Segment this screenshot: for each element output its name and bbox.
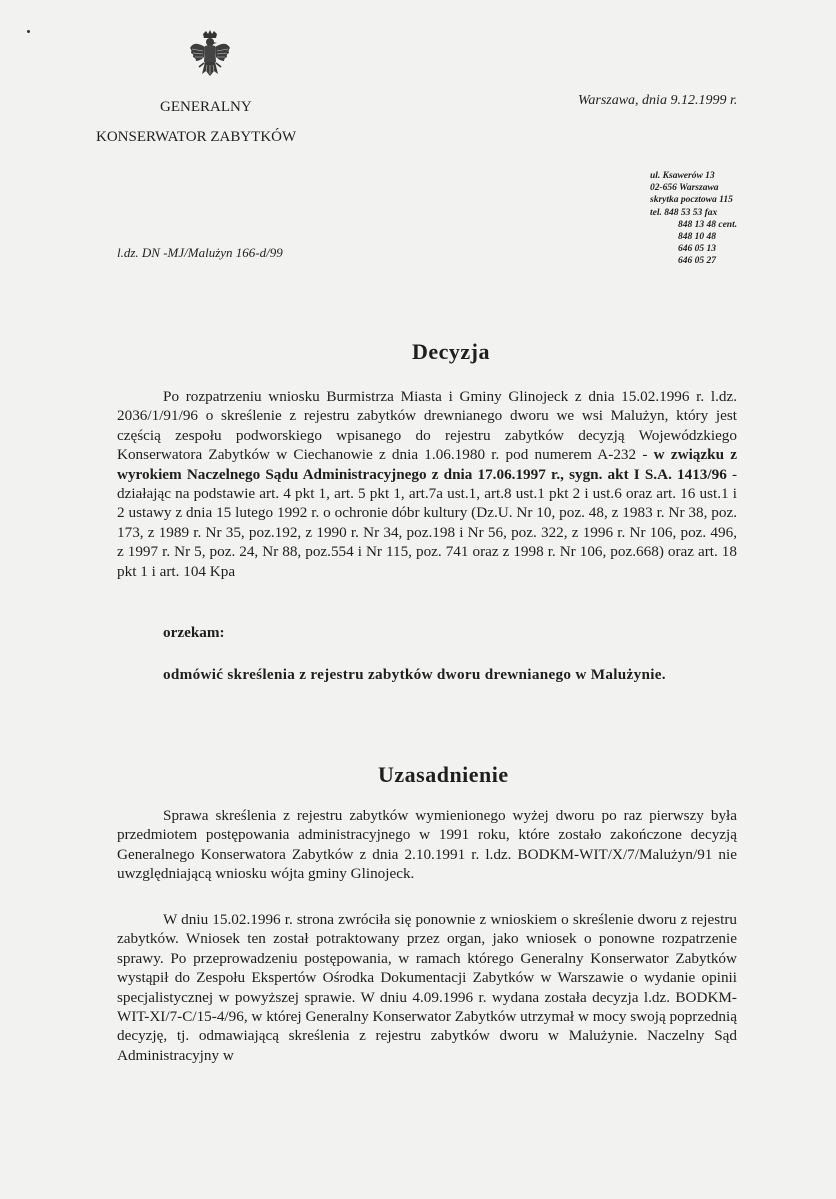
issuer-line2: KONSERWATOR ZABYTKÓW [96, 129, 297, 145]
justification-paragraph-2-text: W dniu 15.02.1996 r. strona zwróciła się ponownie z wnioskiem o skreślenie dworu z rejestru zabytków. Wniosek ten został potraktowany przez organ, jako wniosek o ponowne rozpatrzenie sprawy. Po przeprowadzeniu postępowania, w ramach którego Generalny Konserwator Zabytków wystąpił do Zespołu Ekspertów Ośrodka Dokumentacji Zabytków w Warszawie o wydanie opinii specjalistycznej w powyższej sprawie. W dniu 4.09.1996 r. wydana została decyzja l.dz. BODKM-WIT-XI/7-C/15-4/96, w której Generalny Konserwator Zabytków utrzymał w mocy swoją poprzednią decyzję, tj. odmawiającą skreślenia z rejestru zabytków dworu w Malużynie. Naczelny Sąd Administracyjny w [117, 911, 737, 1064]
decision-body-intro: Po rozpatrzeniu wniosku Burmistrza Miasta i Gminy Glinojeck z dnia 15.02.1996 r. l.dz. 2036/1/91/96 o skreślenie z rejestru zabytków drewnianego dworu we wsi Malużyn, który jest częścią zespołu podworskiego wpisanego do rejestru zabytków decyzją Wojewódzkiego Konserwatora Zabytków w Ciechanowie z dnia 1.06.1980 r. pod numerem A-232 - [117, 388, 737, 464]
contact-line: ul. Ksawerów 13 [650, 171, 715, 181]
justification-paragraph-1 [117, 806, 737, 884]
decision-body-bold: w związku z wyrokiem Naczelnego Sądu Administracyjnego z dnia 17.06.1997 r., sygn. akt I S.A. 1413/96 [117, 446, 737, 483]
decision-title: Decyzja [412, 339, 491, 364]
place-date: Warszawa, dnia 9.12.1999 r. [578, 93, 738, 108]
reference-number: l.dz. DN -MJ/Malużyn 166-d/99 [117, 245, 283, 260]
polish-eagle-emblem-icon [188, 30, 232, 80]
ruling-text: odmówić skreślenia z rejestru zabytków dworu drewnianego w Malużynie. [163, 666, 666, 683]
issuer-line1: GENERALNY [160, 99, 252, 115]
orzekam-label: orzekam: [163, 624, 225, 641]
justification-paragraph-2 [117, 910, 737, 1065]
contact-line: 848 10 48 [678, 232, 716, 243]
contact-line: 646 05 27 [678, 256, 716, 267]
decision-body-rest: - działając na podstawie art. 4 pkt 1, art. 5 pkt 1, art.7a ust.1, art.8 ust.1 pkt 2 i ust.6 oraz art. 16 ust.1 i 2 ustawy z dnia 15 lutego 1992 r. o ochronie dóbr kultury (Dz.U. Nr 10, poz. 48, z 1983 r. Nr 38, poz. 173, z 1989 r. Nr 35, poz.192, z 1990 r. Nr 34, poz.198 i Nr 56, poz. 322, z 1996 r. Nr 106, poz. 496, z 1997 r. Nr 5, poz. 24, Nr 88, poz.554 i Nr 115, poz. 741 oraz z 1998 r. Nr 106, poz.668) oraz art. 18 pkt 1 i art. 104 Kpa [117, 465, 737, 580]
contact-line: 848 13 48 cent. [678, 219, 738, 230]
contact-line: 02-656 Warszawa [650, 183, 719, 194]
justification-paragraph-1-text: Sprawa skreślenia z rejestru zabytków wymienionego wyżej dworu po raz pierwszy była przedmiotem postępowania administracyjnego w 1991 roku, które zostało zakończone decyzją Generalnego Konserwatora Zabytków z dnia 2.10.1991 r. l.dz. BODKM-WIT/X/7/Malużyn/91 nie uwzględniającą wniosku wójta gminy Glinojeck. [117, 807, 737, 883]
contact-line: 646 05 13 [678, 244, 716, 255]
contact-block [650, 170, 737, 268]
contact-line: skrytka pocztowa 115 [650, 195, 733, 206]
justification-title: Uzasadnienie [378, 762, 509, 787]
scan-speck [27, 30, 30, 33]
decision-body [117, 387, 737, 581]
contact-line: tel. 848 53 53 fax [650, 207, 718, 218]
